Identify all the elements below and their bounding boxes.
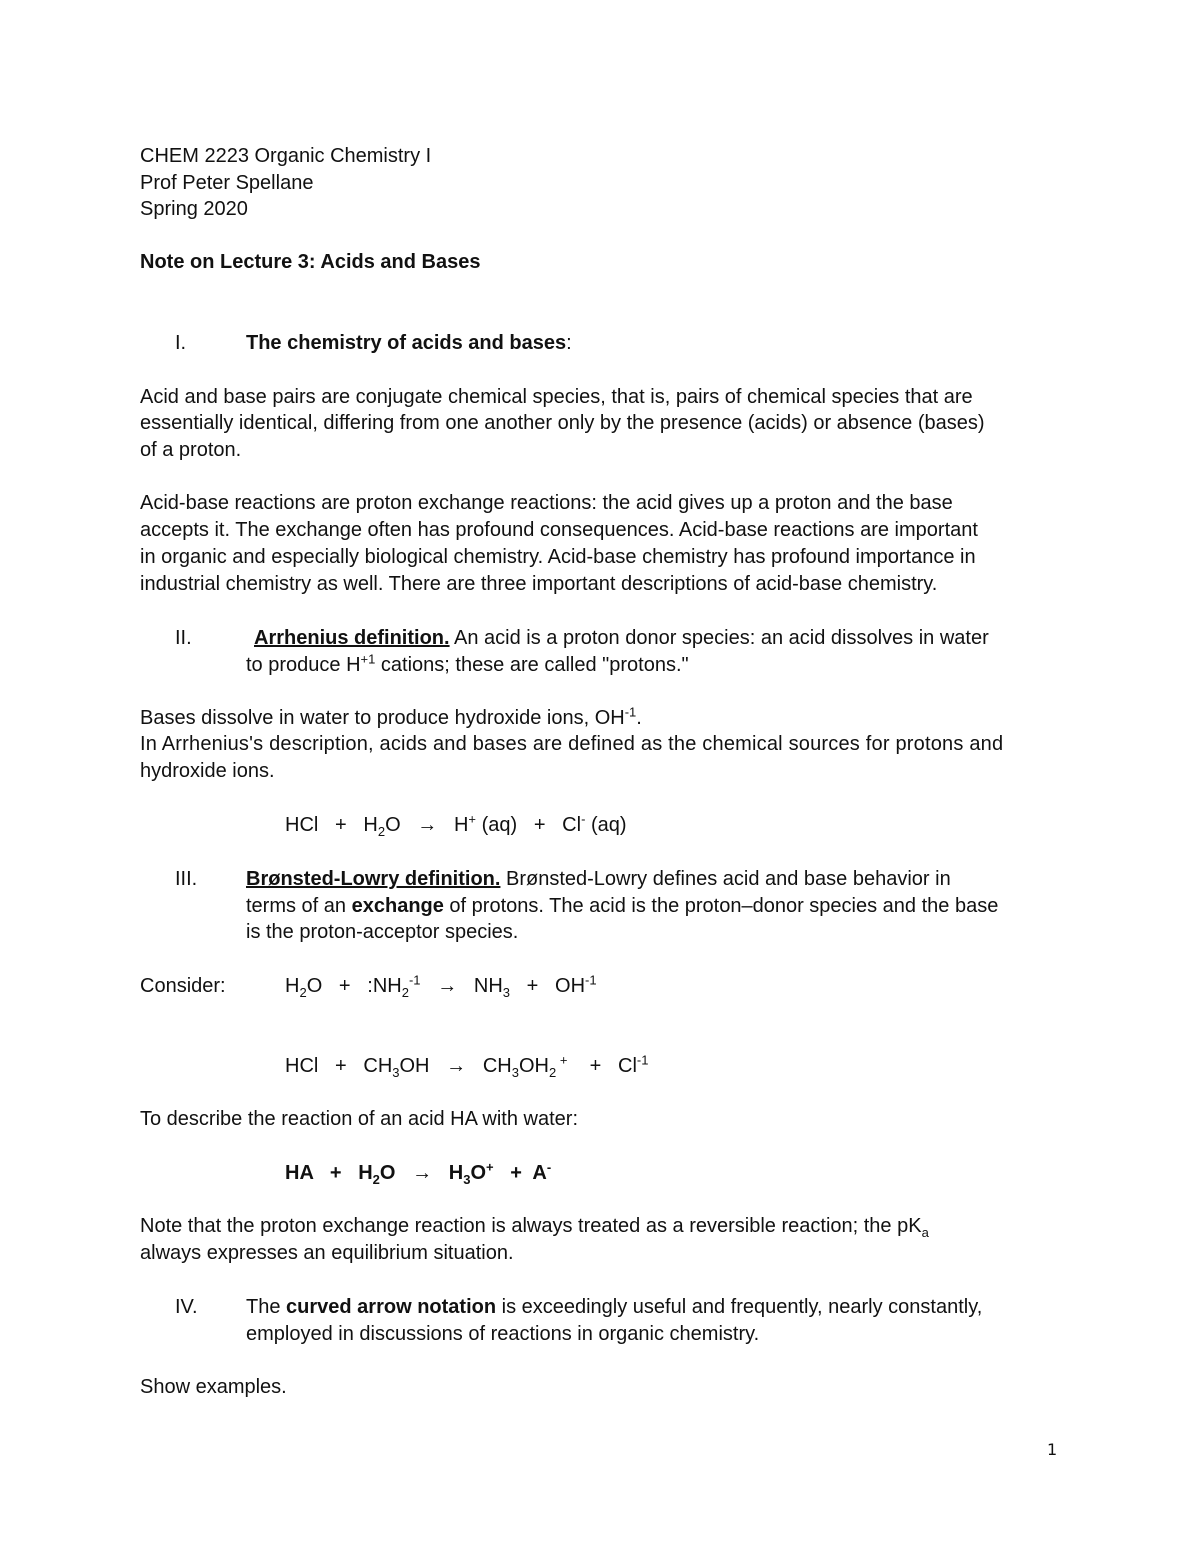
superscript: -1	[636, 1052, 649, 1068]
section-2-number: II.	[175, 627, 192, 649]
equation-methanol	[285, 1053, 648, 1080]
paragraph-line: of a proton.	[140, 439, 242, 461]
section-4-number: IV.	[175, 1296, 198, 1318]
section-2-line-2	[246, 652, 689, 679]
paragraph-line: industrial chemistry as well. There are three important descriptions of acid-base chemistry.	[140, 573, 938, 595]
arrow-icon: →	[437, 975, 458, 997]
professor-name: Prof Peter Spellane	[140, 172, 314, 194]
text: .	[636, 707, 642, 729]
text: O	[470, 1162, 487, 1184]
paragraph-line: Acid-base reactions are proton exchange reactions: the acid gives up a proton and the base	[140, 492, 953, 514]
describe-line: To describe the reaction of an acid HA with water:	[140, 1108, 579, 1130]
superscript: -	[546, 1159, 552, 1175]
superscript: -1	[624, 704, 637, 720]
paragraph-line: accepts it. The exchange often has profound consequences. Acid-base reactions are important	[140, 519, 978, 541]
text: CH	[482, 1055, 512, 1077]
section-4-line-1	[246, 1294, 982, 1321]
superscript: +	[486, 1159, 494, 1175]
text: CH	[363, 1055, 393, 1077]
text: is exceedingly useful and frequently, nearly constantly,	[496, 1296, 983, 1318]
paragraph-line: essentially identical, differing from one another only by the presence (acids) or absence (bases)	[140, 412, 985, 434]
text: +	[526, 975, 539, 997]
text: +	[329, 1162, 342, 1184]
arrow-icon: →	[417, 814, 438, 836]
superscript: -	[581, 811, 586, 827]
term: Spring 2020	[140, 198, 248, 220]
section-1-heading-line	[246, 330, 572, 357]
section-1-heading: The chemistry of acids and bases	[246, 332, 567, 354]
emphasis: curved arrow notation	[286, 1296, 497, 1318]
subscript: 2	[377, 824, 386, 839]
text: Note that the proton exchange reaction is always treated as a reversible reaction; the pK	[140, 1215, 922, 1237]
subscript: a	[921, 1225, 929, 1240]
note-line	[140, 1213, 929, 1240]
text: +	[335, 1055, 347, 1077]
text: of protons. The acid is the proton–donor species and the base	[443, 895, 999, 917]
section-2-line-1	[254, 625, 989, 652]
text: The	[246, 1296, 287, 1318]
text: :NH	[367, 975, 402, 997]
text: A	[532, 1162, 547, 1184]
subscript: 3	[502, 985, 510, 1000]
section-2-text: An acid is a proton donor species: an acid dissolves in water	[449, 627, 989, 649]
text: O	[306, 975, 323, 997]
text: H	[358, 1162, 373, 1184]
equation-ammonia	[285, 973, 597, 1000]
superscript: +1	[360, 651, 376, 667]
subscript: 2	[401, 985, 409, 1000]
text: H	[453, 814, 469, 836]
arrhenius-description-line: hydroxide ions.	[140, 760, 275, 782]
text: cations; these are called "protons."	[375, 654, 689, 676]
bases-line	[140, 705, 642, 732]
section-3-heading: Brønsted-Lowry definition.	[246, 868, 501, 890]
text: OH	[555, 975, 586, 997]
subscript: 2	[548, 1065, 557, 1080]
text: NH	[473, 975, 503, 997]
subscript: 3	[392, 1065, 400, 1080]
section-1-colon: :	[566, 332, 572, 354]
section-4-line-2: employed in discussions of reactions in organic chemistry.	[246, 1323, 760, 1345]
section-3-text: Brønsted-Lowry defines acid and base behavior in	[500, 868, 951, 890]
text: +	[510, 1162, 522, 1184]
note-line: always expresses an equilibrium situation.	[140, 1242, 514, 1264]
superscript: +	[468, 811, 477, 827]
document-title: Note on Lecture 3: Acids and Bases	[140, 251, 481, 273]
text: +	[533, 814, 546, 836]
arrow-icon: →	[446, 1055, 467, 1077]
text: +	[338, 975, 351, 997]
text: OH	[399, 1055, 430, 1077]
superscript: -1	[408, 972, 421, 988]
section-3-number: III.	[175, 868, 198, 890]
subscript: 3	[463, 1172, 471, 1187]
subscript: 2	[372, 1172, 380, 1187]
consider-label: Consider:	[140, 975, 226, 997]
text: Cl	[562, 814, 582, 836]
text: OH	[518, 1055, 549, 1077]
equation-acid-water	[285, 1160, 551, 1187]
text: H	[448, 1162, 464, 1184]
emphasis: exchange	[351, 895, 444, 917]
text: +	[589, 1055, 602, 1077]
text: +	[335, 814, 347, 836]
section-1-number: I.	[175, 332, 187, 354]
text: H	[363, 814, 378, 836]
text: (aq)	[476, 814, 518, 836]
text: HCl	[285, 814, 319, 836]
text: HCl	[285, 1055, 319, 1077]
arrhenius-equation	[285, 812, 627, 839]
subscript: 3	[511, 1065, 519, 1080]
section-2-heading: Arrhenius definition.	[254, 627, 450, 649]
text: O	[379, 1162, 396, 1184]
section-3-line-2	[246, 893, 998, 920]
text: Bases dissolve in water to produce hydroxide ions, OH	[140, 707, 625, 729]
text: O	[385, 814, 401, 836]
arrow-icon: →	[412, 1162, 433, 1184]
arrhenius-description-line: In Arrhenius's description, acids and bases are defined as the chemical sources for protons and	[140, 733, 1004, 755]
text: H	[285, 975, 300, 997]
subscript: 2	[299, 985, 307, 1000]
text: HA	[285, 1162, 314, 1184]
page-number: 1	[1047, 1440, 1058, 1459]
show-examples: Show examples.	[140, 1376, 287, 1398]
superscript: +	[556, 1052, 568, 1068]
superscript: -1	[585, 972, 597, 988]
text: Cl	[618, 1055, 637, 1077]
text: to produce H	[246, 654, 361, 676]
section-3-line-3: is the proton-acceptor species.	[246, 921, 519, 943]
course-title: CHEM 2223 Organic Chemistry I	[140, 145, 432, 167]
paragraph-line: in organic and especially biological chemistry. Acid-base chemistry has profound importance in	[140, 546, 976, 568]
paragraph-line: Acid and base pairs are conjugate chemical species, that is, pairs of chemical species that are	[140, 386, 973, 408]
text: (aq)	[585, 814, 627, 836]
text: terms of an	[246, 895, 352, 917]
section-3-line-1	[246, 866, 951, 893]
